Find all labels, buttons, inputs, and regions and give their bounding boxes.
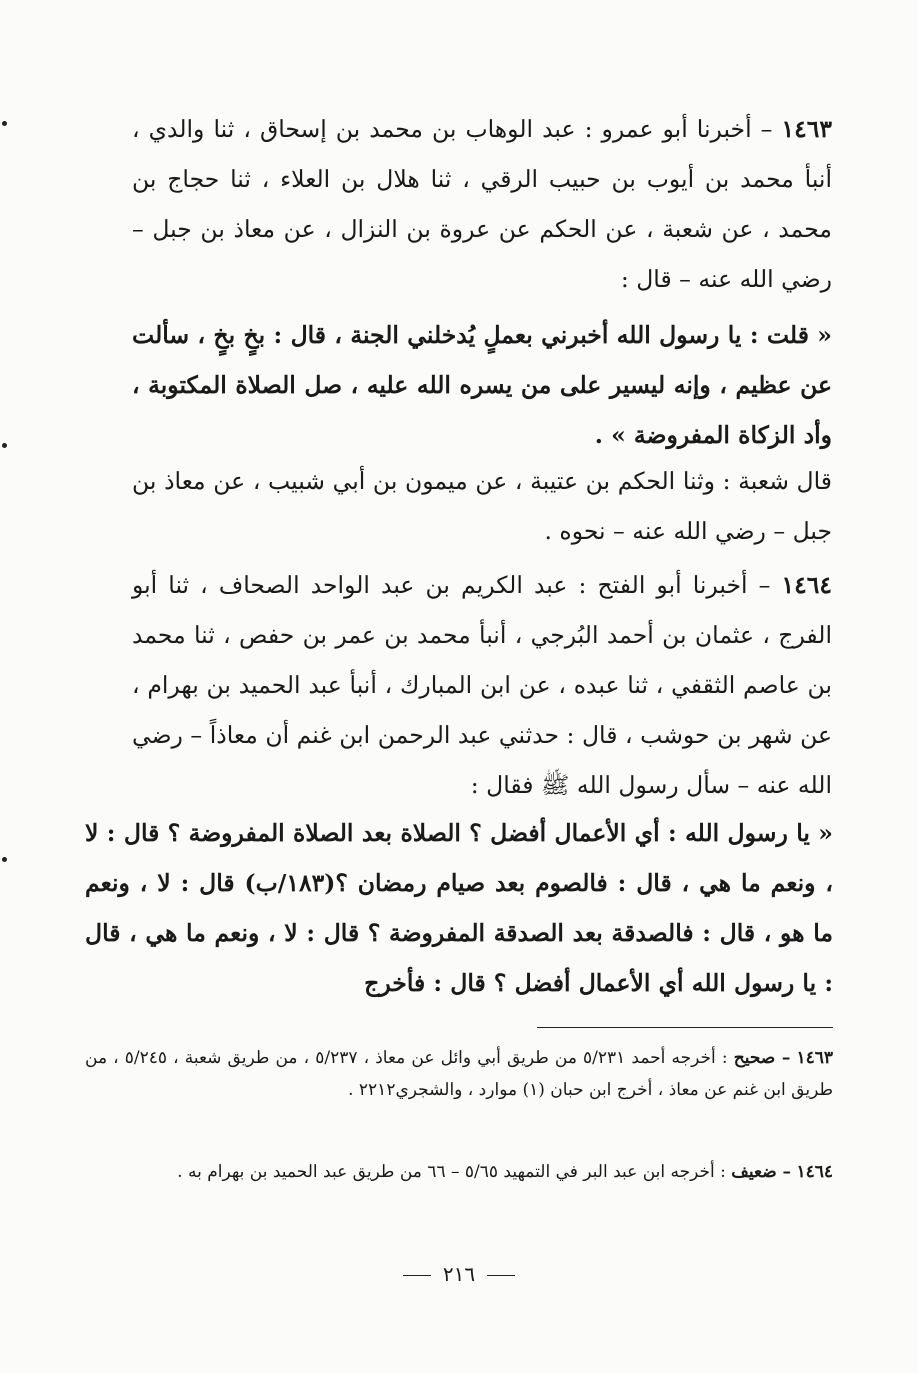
footnote-divider (537, 1027, 833, 1028)
entry-1464-isnad (132, 560, 832, 810)
margin-mark (2, 121, 7, 126)
entry-1463-hadith: « قلت : يا رسول الله أخبرني بعملٍ يُدخلني الجنة ، قال : بخٍ بخٍ ، سألت عن عظيم ، وإنه ليسير على من يسره الله عليه ، صل الصلاة المكتوبة ، وأد الزكاة المفروضة » . (132, 321, 832, 449)
entry-1463-chain-note: قال شعبة : وثنا الحكم بن عتيبة ، عن ميمون بن أبي شبيب ، عن معاذ بن جبل – رضي الله عنه – نحوه . (132, 467, 832, 545)
footnote-1464-number: ١٤٦٤ (796, 1162, 833, 1182)
margin-mark (2, 443, 7, 448)
footnote-1463 (85, 1042, 833, 1106)
footnote-1463-text: : أخرجه أحمد ٥/٢٣١ من طريق أبي وائل عن معاذ ، ٥/٢٣٧ ، من طريق شعبة ، ٥/٢٤٥ ، من طريق ابن غنم عن معاذ ، أخرج ابن حبان (١) موارد ، والشجري٢٢١٢ . (85, 1048, 833, 1100)
entry-1463-number: ١٤٦٣ (781, 115, 832, 143)
footnote-1463-number: ١٤٦٣ (796, 1048, 834, 1068)
entry-1463-text: – أخبرنا أبو عمرو : عبد الوهاب بن محمد بن إسحاق ، ثنا والدي ، أنبأ محمد بن أيوب بن حبيب الرقي ، ثنا هلال بن العلاء ، ثنا حجاج بن محمد ، عن شعبة ، عن الحكم عن عروة بن النزال ، عن معاذ بن جبل – رضي الله عنه – قال : (132, 115, 832, 293)
margin-mark (2, 857, 7, 862)
page-number-dash (403, 1275, 431, 1276)
entry-1464-hadith: « يا رسول الله : أي الأعمال أفضل ؟ الصلاة بعد الصلاة المفروضة ؟ قال : لا ، ونعم ما هي ، قال : فالصوم بعد صيام رمضان ؟(١٨٣/ب) قال : لا ، ونعم ما هو ، قال : فالصدقة بعد الصدقة المفروضة ؟ قال : لا ، ونعم ما هي ، قال : يا رسول الله أي الأعمال أفضل ؟ قال : فأخرج (85, 819, 833, 997)
page-number-dash (487, 1275, 515, 1276)
entry-1464-number: ١٤٦٤ (781, 571, 832, 599)
page-number: ٢١٦ (442, 1262, 476, 1286)
page-number-line (0, 1262, 918, 1286)
entry-1464-text: – أخبرنا أبو الفتح : عبد الكريم بن عبد الواحد الصحاف ، ثنا أبو الفرج ، عثمان بن أحمد البُرجي ، أنبأ محمد بن عمر بن حفص ، ثنا محمد بن عاصم الثقفي ، ثنا عبده ، عن ابن المبارك ، أنبأ عبد الحميد بن بهرام ، عن شهر بن حوشب ، قال : حدثني عبد الرحمن ابن غنم أن معاذاً – رضي الله عنه – سأل رسول الله ﷺ فقال : (132, 571, 832, 799)
footnote-1464-grade: – ضعيف (731, 1162, 792, 1182)
footnote-1463-grade: – صحيح (733, 1048, 791, 1068)
footnote-1464-text: : أخرجه ابن عبد البر في التمهيد ٥/٦٥ – ٦٦ من طريق عبد الحميد بن بهرام به . (177, 1162, 726, 1182)
entry-1463-isnad (132, 104, 832, 304)
footnote-1464 (85, 1156, 833, 1188)
